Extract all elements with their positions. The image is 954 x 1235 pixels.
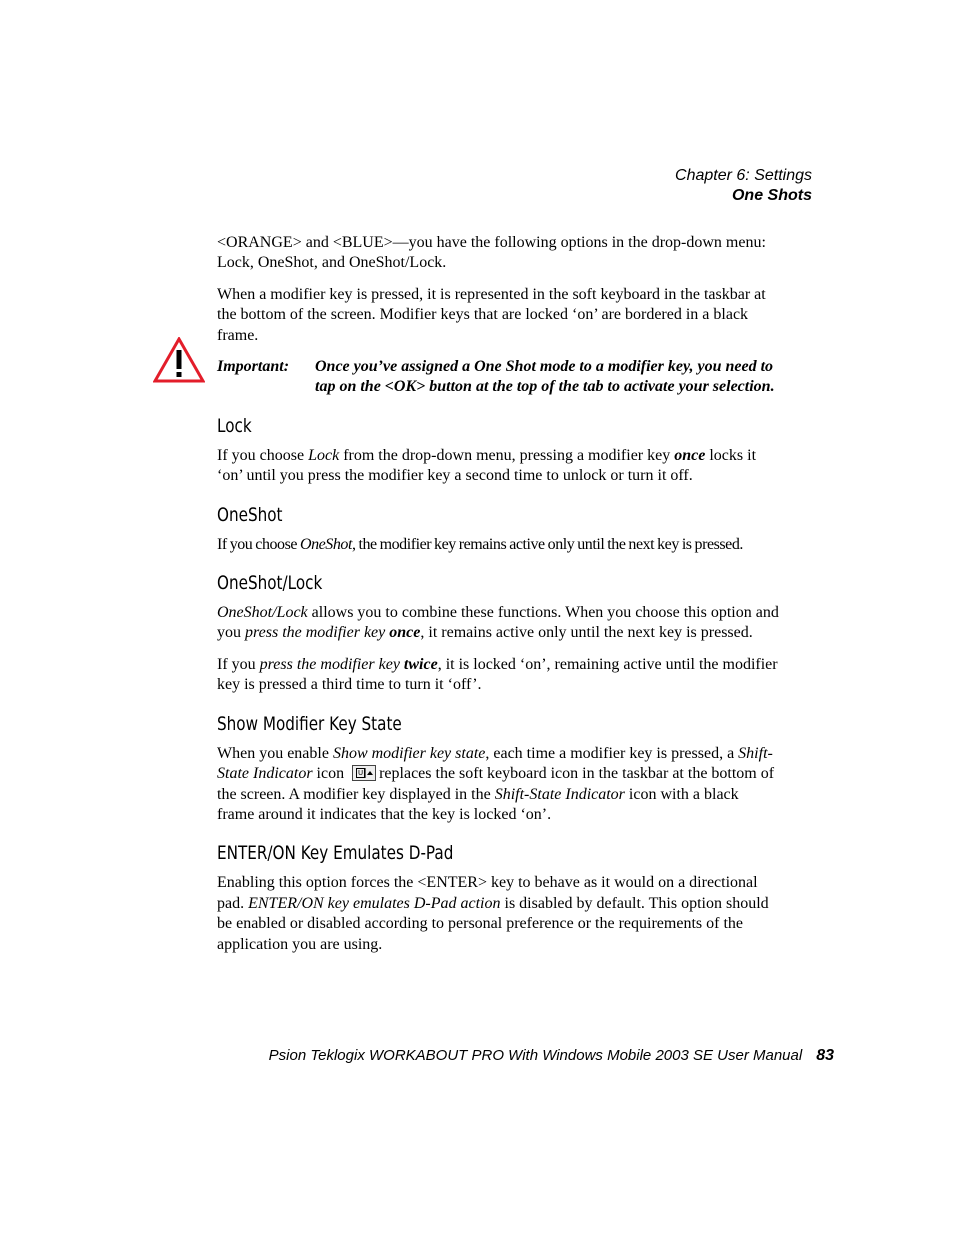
page-content [217, 233, 779, 966]
intro-paragraph-2: When a modifier key is pressed, it is represented in the soft keyboard in the taskbar at the bottom of the screen. Modifier keys that are locked ‘on’ are bordered in a black frame. [217, 285, 766, 344]
emphasis-twice: twice [403, 655, 438, 673]
heading-lock: Lock [217, 414, 252, 437]
emphasis-press: press the modifier key [259, 655, 400, 673]
indicator-key: U [358, 769, 364, 778]
text-run: Enabling this option forces the <ENTER> key to behave as it would on a directional pad. [217, 874, 758, 912]
text-run: allows you to combine these functions. When you choose this option and you [217, 604, 779, 642]
heading-show-modifier-key-state: Show Modifier Key State [217, 712, 402, 735]
emphasis-lock: Lock [308, 446, 340, 464]
emphasis-once: once [389, 624, 421, 642]
enter-on-paragraph [217, 873, 779, 955]
page-number: 83 [816, 1047, 834, 1064]
chapter-title: Chapter 6: Settings [675, 167, 812, 184]
emphasis-oneshot: OneShot [300, 535, 352, 553]
running-header [675, 166, 812, 206]
oneshot-lock-paragraph-2 [217, 655, 779, 696]
important-label: Important: [217, 358, 290, 376]
text-run: If you [217, 655, 260, 673]
text-run: icon [312, 765, 345, 783]
emphasis-oneshot-lock: OneShot/Lock [217, 604, 308, 622]
heading-oneshot: OneShot [217, 503, 283, 526]
text-run: If you choose [217, 446, 309, 464]
emphasis-once: once [674, 446, 706, 464]
important-note [217, 357, 779, 398]
text-run: is disabled by default. This option should be enabled or disabled according to personal preference or the requirements of the application you are using. [217, 894, 769, 953]
heading-oneshot-lock: OneShot/Lock [217, 572, 323, 595]
emphasis-shift-state-indicator: Shift-State Indicator [494, 785, 625, 803]
text-run: locks it ‘on’ until you press the modifier key a second time to unlock or turn it off. [217, 446, 757, 485]
warning-triangle-icon [153, 337, 205, 383]
shift-state-indicator-icon [352, 765, 376, 781]
text-run: from the drop-down menu, pressing a modifier key [339, 446, 675, 464]
show-state-paragraph [217, 744, 779, 826]
oneshot-paragraph [217, 535, 779, 555]
important-text: Once you’ve assigned a One Shot mode to a modifier key, you need to tap on the <OK> button at the top of the tab to activate your selection. [315, 358, 775, 396]
text-run: icon with a black frame around it indicates that the key is locked ‘on’. [217, 785, 739, 823]
chevron-up-icon [365, 768, 373, 778]
text-run: , each time a modifier key is pressed, a [485, 744, 739, 762]
heading-enter-on-key: ENTER/ON Key Emulates D-Pad [217, 842, 454, 865]
manual-title: Psion Teklogix WORKABOUT PRO With Windows Mobile 2003 SE User Manual [268, 1047, 803, 1064]
text-run: When you enable [217, 744, 333, 762]
emphasis-show-state: Show modifier key state [332, 744, 486, 762]
text-run: replaces the soft keyboard icon in the taskbar at the bottom of the screen. A modifier key displayed in the [217, 765, 775, 803]
text-run: , the modifier key remains active only until the next key is pressed. [351, 535, 743, 553]
emphasis-shift-state-indicator: Shift-State Indicator [217, 744, 773, 783]
lock-paragraph [217, 446, 779, 487]
oneshot-lock-paragraph-1 [217, 603, 779, 644]
emphasis-press: press the modifier key [245, 624, 386, 642]
running-footer [269, 1046, 834, 1066]
text-run: If you choose [217, 535, 300, 553]
text-run: , it is locked ‘on’, remaining active until the modifier key is pressed a third time to turn it ‘off’. [217, 655, 778, 694]
intro-paragraph-1: <ORANGE> and <BLUE>—you have the following options in the drop-down menu: Lock, OneShot, and OneShot/Lock. [217, 234, 766, 272]
emphasis-enter-on: ENTER/ON key emulates D-Pad action [248, 894, 501, 912]
text-run: , it remains active only until the next key is pressed. [420, 624, 753, 642]
section-title: One Shots [731, 187, 812, 204]
